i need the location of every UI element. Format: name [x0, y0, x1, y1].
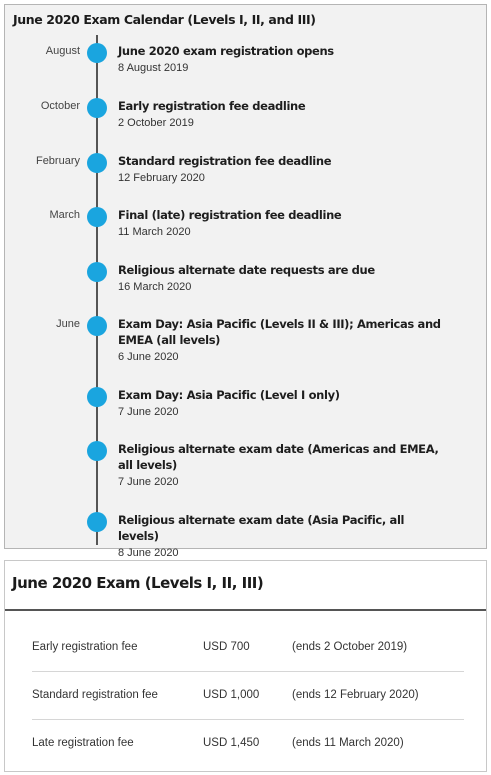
- fee-row: [32, 623, 464, 671]
- timeline-event: Standard registration fee deadline: [118, 154, 332, 168]
- fee-deadline: (ends 12 February 2020): [292, 689, 419, 701]
- timeline-event: Religious alternate date requests are due: [118, 263, 375, 277]
- timeline-month: August: [45, 45, 80, 57]
- timeline-date: 2 October 2019: [118, 117, 194, 129]
- fee-deadline: (ends 11 March 2020): [292, 737, 404, 749]
- timeline-event: June 2020 exam registration opens: [118, 44, 334, 58]
- row-divider: [32, 671, 464, 672]
- timeline-event: Final (late) registration fee deadline: [118, 208, 342, 222]
- calendar-title: June 2020 Exam Calendar (Levels I, II, and III): [13, 12, 316, 27]
- fee-name: Standard registration fee: [32, 689, 158, 701]
- fee-amount: USD 1,450: [203, 737, 260, 749]
- timeline-date: 8 August 2019: [118, 62, 189, 74]
- timeline-date: 16 March 2020: [118, 281, 192, 293]
- timeline-dot-icon: [87, 441, 107, 461]
- timeline-dot-icon: [87, 98, 107, 118]
- fee-name: Late registration fee: [32, 737, 134, 749]
- timeline-date: 7 June 2020: [118, 406, 179, 418]
- timeline-month: October: [40, 100, 80, 112]
- fee-row: [32, 671, 464, 719]
- fees-title-divider: [5, 609, 486, 611]
- timeline-event: Religious alternate exam date (Americas and EMEA, all levels): [118, 442, 439, 472]
- fee-name: Early registration fee: [32, 641, 138, 653]
- timeline-dot-icon: [87, 387, 107, 407]
- timeline-event: Early registration fee deadline: [118, 99, 306, 113]
- timeline-date: 6 June 2020: [118, 351, 179, 363]
- row-divider: [32, 719, 464, 720]
- timeline-event: Exam Day: Asia Pacific (Level I only): [118, 388, 340, 402]
- fee-amount: USD 700: [203, 641, 250, 653]
- timeline-date: 7 June 2020: [118, 476, 179, 488]
- timeline-date: 12 February 2020: [118, 172, 205, 184]
- timeline-dot-icon: [87, 262, 107, 282]
- fees-title: June 2020 Exam (Levels I, II, III): [12, 574, 264, 592]
- timeline-event: Exam Day: Asia Pacific (Levels II & III); Americas and EMEA (all levels): [118, 317, 441, 347]
- timeline-dot-icon: [87, 512, 107, 532]
- timeline-dot-icon: [87, 316, 107, 336]
- exam-fees-panel: [4, 560, 487, 772]
- exam-calendar-panel: [4, 4, 487, 559]
- fee-row: [32, 719, 464, 767]
- timeline-month: February: [35, 155, 80, 167]
- timeline-dot-icon: [87, 43, 107, 63]
- timeline-date: 8 June 2020: [118, 547, 179, 559]
- timeline-event: Religious alternate exam date (Asia Pacific, all levels): [118, 513, 405, 543]
- timeline-month: March: [49, 209, 80, 221]
- timeline-date: 11 March 2020: [118, 226, 191, 238]
- timeline-dot-icon: [87, 153, 107, 173]
- fee-amount: USD 1,000: [203, 689, 260, 701]
- timeline-month: June: [56, 318, 80, 330]
- timeline-dot-icon: [87, 207, 107, 227]
- fee-deadline: (ends 2 October 2019): [292, 641, 408, 653]
